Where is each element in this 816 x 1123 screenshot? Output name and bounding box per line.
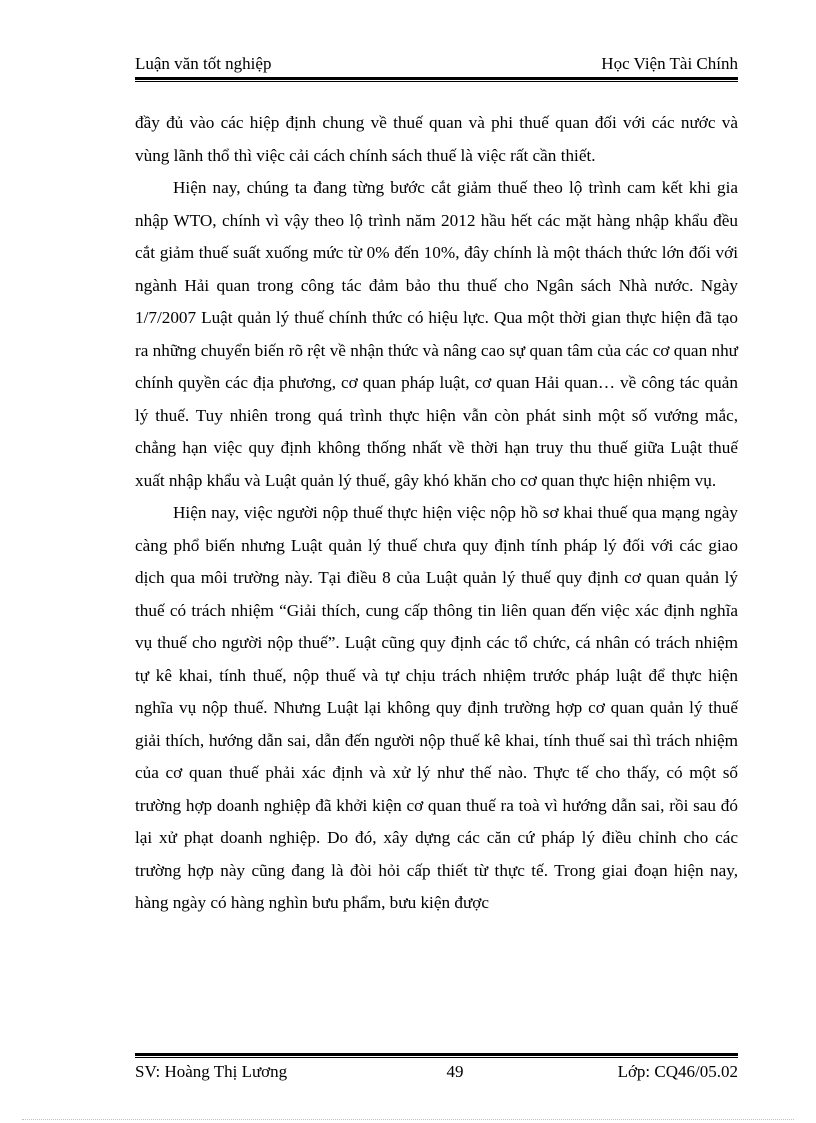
page-header	[135, 53, 738, 75]
footer-class-code: Lớp: CQ46/05.02	[617, 1062, 738, 1081]
header-institution: Học Viện Tài Chính	[601, 54, 738, 73]
page-edge	[22, 1119, 794, 1120]
footer-student-name: SV: Hoàng Thị Lương	[135, 1062, 288, 1081]
paragraph: Hiện nay, việc người nộp thuế thực hiện việc nộp hồ sơ khai thuế qua mạng ngày càng phổ biến nhưng Luật quản lý thuế chưa quy định tính pháp lý đối với các giao dịch qua môi trường này. Tại điều 8 của Luật quản lý thuế quy định cơ quan quản lý thuế có trách nhiệm “Giải thích, cung cấp thông tin liên quan đến việc xác định nghĩa vụ thuế cho người nộp thuế”. Luật cũng quy định các tổ chức, cá nhân có trách nhiệm tự kê khai, tính thuế, nộp thuế và tự chịu trách nhiệm trước pháp luật để thực hiện nghĩa vụ nộp thuế. Nhưng Luật lại không quy định trường hợp cơ quan quản lý thuế giải thích, hướng dẫn sai, dẫn đến người nộp thuế kê khai, tính thuế sai thì trách nhiệm của cơ quan thuế phải xác định và xử lý như thế nào. Thực tế cho thấy, có một số trường hợp doanh nghiệp đã khởi kiện cơ quan thuế ra toà vì hướng dẫn sai, rồi sau đó lại xử phạt doanh nghiệp. Do đó, xây dựng các căn cứ pháp lý điều chỉnh cho các trường hợp này cũng đang là đòi hỏi cấp thiết từ thực tế. Trong giai đoạn hiện nay, hàng ngày có hàng nghìn bưu phẩm, bưu kiện được	[135, 503, 738, 912]
document-body	[135, 107, 738, 920]
page-number: 49	[446, 1062, 464, 1081]
page-footer	[135, 1060, 738, 1084]
paragraph: Hiện nay, chúng ta đang từng bước cắt giảm thuế theo lộ trình cam kết khi gia nhập WTO, chính vì vậy theo lộ trình năm 2012 hầu hết các mặt hàng nhập khẩu đều cắt giảm thuế suất xuống mức từ 0% đến 10%, đây chính là một thách thức lớn đối với ngành Hải quan trong công tác đảm bảo thu thuế cho Ngân sách Nhà nước. Ngày 1/7/2007 Luật quản lý thuế chính thức có hiệu lực. Qua một thời gian thực hiện đã tạo ra những chuyển biến rõ rệt về nhận thức và nâng cao sự quan tâm của các cơ quan như chính quyền các địa phương, cơ quan pháp luật, cơ quan Hải quan… về công tác quản lý thuế. Tuy nhiên trong quá trình thực hiện vẫn còn phát sinh một số vướng mắc, chẳng hạn việc quy định không thống nhất về thời hạn truy thu thuế giữa Luật thuế xuất nhập khẩu và Luật quản lý thuế, gây khó khăn cho cơ quan thực hiện nhiệm vụ.	[135, 178, 738, 490]
paragraph-continuation: đầy đủ vào các hiệp định chung về thuế quan và phi thuế quan đối với các nước và vùng lãnh thổ thì việc cải cách chính sách thuế là việc rất cần thiết.	[135, 113, 738, 165]
footer-divider	[135, 1053, 738, 1058]
header-thesis-title: Luận văn tốt nghiệp	[135, 54, 272, 73]
header-divider	[135, 77, 738, 82]
